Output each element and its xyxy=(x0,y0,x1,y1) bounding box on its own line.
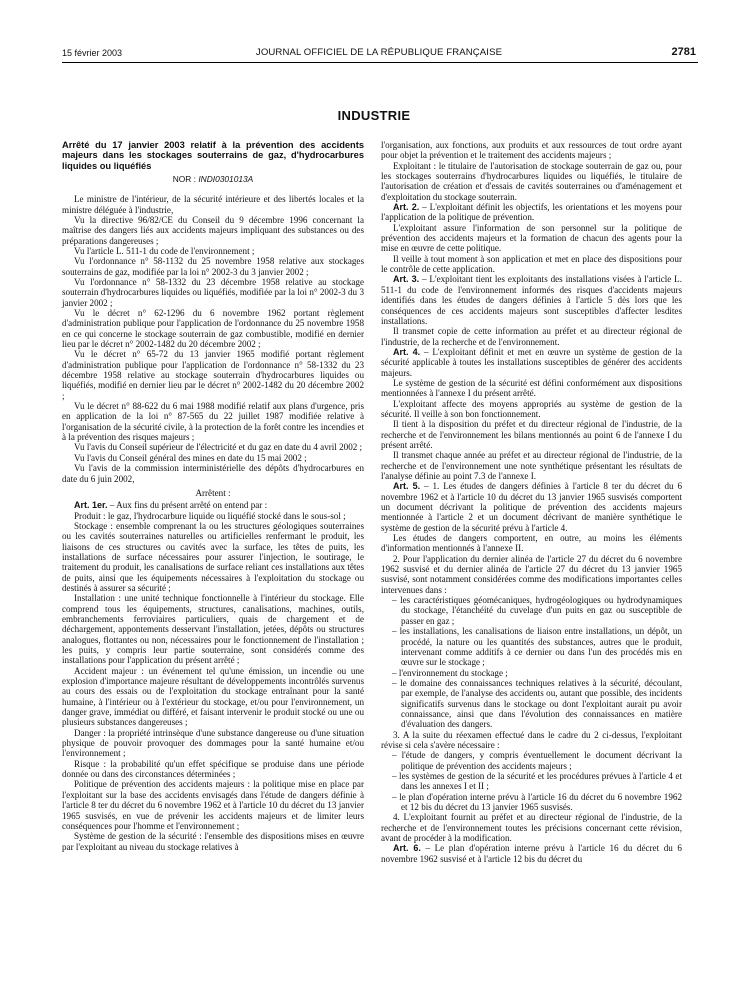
modifications-list xyxy=(381,595,682,729)
article-6: Art. 6. – Le plan d'opération interne prévu à l'article 16 du décret du 6 novembre 1962 susvisé et à l'article 12 bis du décret du xyxy=(381,843,682,864)
definition-politique: Politique de prévention des accidents majeurs : la politique mise en place par l'exploitant sur la base des accidents envisagés dans l'étude de dangers définie à l'article 8 ter du décret du 6 novembre 1962 et à l'article 10 du décret du 13 janvier 1965 susvisés, en vue de prévenir les accidents majeurs et de limiter leurs conséquences pour l'homme et l'environnement ; xyxy=(62,779,364,831)
paragraph: Vu l'avis du Conseil supérieur de l'électricité et du gaz en date du 4 avril 2002 ; xyxy=(74,442,363,453)
article-2: Art. 2. – L'exploitant définit les objectifs, les orientations et les moyens pour l'application de la politique de prévention. xyxy=(381,202,682,223)
paragraph: Vu l'avis du Conseil général des mines en date du 15 mai 2002 ; xyxy=(74,452,307,463)
list-item: – le domaine des connaissances techniques relatives à la sécurité, découlant, par exemple, de l'analyse des accidents ou, autant que possible, des incidents significatifs survenus dans le stockage ou dont l'exploitant aurait pu avoir connaissance, ainsi que dans l'évolution des connaissances en matière d'évaluation des dangers. xyxy=(401,678,682,730)
arretent-heading: Arrêtent : xyxy=(195,487,231,498)
paragraph: Vu l'article L. 511-1 du code de l'environnement ; xyxy=(74,245,255,256)
paragraph: Il transmet copie de cette information au préfet et au directeur régional de l'industrie, de la recherche et de l'environnement. xyxy=(381,326,682,347)
page-number: 2781 xyxy=(671,46,696,58)
article-label: Art. 4. xyxy=(393,346,421,357)
right-column xyxy=(381,140,682,864)
article-label: Art. 3. xyxy=(393,274,420,285)
definition-danger: Danger : la propriété intrinsèque d'une substance dangereuse ou d'une situation physique de pouvoir provoquer des dommages pour la santé humaine et/ou l'environnement ; xyxy=(62,727,364,759)
header-rule xyxy=(62,62,698,63)
definition-exploitant: Exploitant : le titulaire de l'autorisation de stockage souterrain de gaz ou, pour les stockages souterrains d'hydrocarbures liquides ou liquéfiés, le titulaire de l'autorisation de création et d'essais de cavités souterraines ou d'aménagement et d'exploitation du stockage souterrain. xyxy=(381,160,682,202)
paragraph: Vu le décret n° 88-622 du 6 mai 1988 modifié relatif aux plans d'urgence, pris en application de la loi n° 87-565 du 22 juillet 1987 modifiée relative à l'organisation de la sécurité civile, à la protection de la forêt contre les incendies et à la prévention des risques majeurs ; xyxy=(62,401,364,443)
paragraph: L'exploitant affecte des moyens appropriés au système de gestion de la sécurité. Il veille à son bon fonctionnement. xyxy=(381,398,682,419)
nor-reference xyxy=(62,174,364,184)
list-item: – l'environnement du stockage ; xyxy=(401,668,682,678)
list-item: – les systèmes de gestion de la sécurité et les procédures prévues à l'article 4 et dans les annexes I et II ; xyxy=(401,771,682,792)
definition-produit: Produit : le gaz, l'hydrocarbure liquide ou liquéfié stocké dans le sous-sol ; xyxy=(74,510,346,521)
definition-accident: Accident majeur : un événement tel qu'une émission, un incendie ou une explosion d'importance majeure résultant de développements incontrôlés survenus au cours des essais ou de l'exploitation du stockage entraînant pour la santé humaine, à l'intérieur ou à l'extérieur du stockage, et/ou pour l'environnement, un danger grave, immédiat ou différé, et faisant intervenir le produit stocké ou une ou plusieurs substances dangereuses ; xyxy=(62,665,364,728)
definition-risque: Risque : la probabilité qu'un effet spécifique se produise dans une période donnée ou dans des circonstances déterminées ; xyxy=(62,758,364,780)
article-label: Art. 6. xyxy=(393,843,421,854)
journal-title: JOURNAL OFFICIEL DE LA RÉPUBLIQUE FRANÇAISE xyxy=(255,47,503,58)
paragraph: Vu l'avis de la commission interministérielle des dépôts d'hydrocarbures en date du 6 juin 2002, xyxy=(62,463,364,484)
paragraph: Il transmet chaque année au préfet et au directeur régional de l'industrie, de la recherche et de l'environnement une note synthétique présentant les résultats de l'analyse définie au point 7.3 de l'annexe I. xyxy=(381,450,682,481)
list-item: – l'étude de dangers, y compris éventuellement le document décrivant la politique de prévention des accidents majeurs ; xyxy=(401,750,682,771)
article-label: Art. 5. xyxy=(393,481,421,492)
list-item: – les installations, les canalisations de liaison entre installations, un dépôt, un procédé, la nature ou les quantités des substances, autres que le produit, intervenant comme additifs à ce dernier ou dans l'un des procédés mis en œuvre sur le stockage ; xyxy=(401,626,682,667)
paragraph: Vu le décret n° 62-1296 du 6 novembre 1962 portant règlement d'administration publique pour l'application de l'ordonnance du 25 novembre 1958 en ce qui concerne le stockage souterrain de gaz combustible, modifié en dernier lieu par le décret n° 2002-1482 du 20 décembre 2002 ; xyxy=(62,308,364,350)
article-5: Art. 5. – 1. Les études de dangers définies à l'article 8 ter du décret du 6 novembre 1962 et à l'article 10 du décret du 13 janvier 1965 susvisés comportent un document décrivant la politique de prévention des accidents majeurs mentionnée à l'article 2 et un document décrivant de manière synthétique le système de gestion de la sécurité prévu à l'article 4. xyxy=(381,481,682,533)
section-title: INDUSTRIE xyxy=(337,108,411,123)
list-item: – les caractéristiques géomécaniques, hydrogéologiques ou hydrodynamiques du stockage, l'étanchéité du cuvelage d'un puits en gaz ou susceptible de passer en gaz ; xyxy=(401,595,682,626)
article-3: Art. 3. – L'exploitant tient les exploitants des installations visées à l'article L. 511-1 du code de l'environnement informés des risques d'accidents majeurs identifiés dans les études de dangers définies à l'article 5 dès lors que les conséquences de ces accidents majeurs sont susceptibles d'affecter lesdites installations. xyxy=(381,274,682,326)
paragraph: Le ministre de l'intérieur, de la sécurité intérieure et des libertés locales et la ministre déléguée à l'industrie, xyxy=(62,194,364,215)
list-item: – le plan d'opération interne prévu à l'article 16 du décret du 6 novembre 1962 et 12 bis du décret du 13 janvier 1965 susvisés. xyxy=(401,792,682,813)
paragraph: L'exploitant assure l'information de son personnel sur la politique de prévention des accidents majeurs et la formation de chacun des agents pour la mise en œuvre de cette politique. xyxy=(381,222,682,254)
article-label: Art. 1er. xyxy=(74,500,108,511)
left-column xyxy=(62,140,364,852)
paragraph: l'organisation, aux fonctions, aux produits et aux ressources de tout ordre ayant pour objet la prévention et le traitement des accidents majeurs ; xyxy=(381,140,682,161)
article-1: Art. 1er. – Aux fins du présent arrêté on entend par : xyxy=(74,500,268,511)
revision-list xyxy=(381,750,682,812)
paragraph: Il tient à la disposition du préfet et du directeur régional de l'industrie, de la recherche et de l'environnement les bilans mentionnés au point 6 de l'annexe I du présent arrêté. xyxy=(381,419,682,450)
nor-code: INDI0301013A xyxy=(198,173,254,184)
definition-stockage: Stockage : ensemble comprenant la ou les structures géologiques souterraines ou les cavités souterraines naturelles ou artificielles renfermant le produit, les liaisons de ces structures ou cavités avec la surface, les têtes de puits, les installations de surface nécessaires pour assurer l'injection, le soutirage, le traitement du produit, les canalisations de surface reliant ces installations aux têtes de puits, ainsi que les équipements nécessaires à l'exploitation du stockage ou destinés à assurer sa sécurité ; xyxy=(62,520,364,593)
definition-installation: Installation : une unité technique fonctionnelle à l'intérieur du stockage. Elle comprend tous les équipements, structures, canalisations, machines, outils, embranchements ferroviaires particuliers, quais de chargement et de déchargement, appontements desservant l'installation, jetées, dépôts ou structures analogues, flottantes ou non, nécessaires pour le fonctionnement de l'installation ; les puits, y compris leur partie souterraine, sont considérés comme des installations pour l'application du présent arrêté ; xyxy=(62,593,364,666)
paragraph: 2. Pour l'application du dernier alinéa de l'article 27 du décret du 6 novembre 1962 susvisé et du dernier alinéa de l'article 27 du décret du 13 janvier 1965 susvisé, sont notamment considérées comme des modifications importantes celles intervenues dans : xyxy=(381,553,682,595)
paragraph: Vu la directive 96/82/CE du Conseil du 9 décembre 1996 concernant la maîtrise des dangers liés aux accidents majeurs impliquant des substances ou des préparations dangereuses ; xyxy=(62,214,364,246)
paragraph: Les études de dangers comportent, en outre, au moins les éléments d'information mentionnés à l'annexe II. xyxy=(381,533,682,554)
paragraph: 4. L'exploitant fournit au préfet et au directeur régional de l'industrie, de la recherche et de l'environnement toutes les précisions concernant cette révision, avant de procéder à la modification. xyxy=(381,812,682,844)
definition-systeme: Système de gestion de la sécurité : l'ensemble des dispositions mises en œuvre par l'exploitant au niveau du stockage relatives à xyxy=(62,831,364,852)
header-date: 15 février 2003 xyxy=(62,48,123,58)
nor-label: NOR : xyxy=(172,173,196,184)
paragraph: Le système de gestion de la sécurité est défini conformément aux dispositions mentionnées à l'annexe I du présent arrêté. xyxy=(381,377,682,399)
arrete-title: Arrêté du 17 janvier 2003 relatif à la prévention des accidents majeurs dans les stockages souterrains de gaz, d'hydrocarbures liquides ou liquéfiés xyxy=(62,140,364,171)
paragraph: Vu l'ordonnance n° 58-1332 du 23 décembre 1958 relative au stockage souterrain d'hydrocarbures liquides ou liquéfiés, modifiée par la loi n° 2002-3 du 3 janvier 2002 ; xyxy=(62,276,364,308)
paragraph: 3. A la suite du réexamen effectué dans le cadre du 2 ci-dessus, l'exploitant révise si cela s'avère nécessaire : xyxy=(381,729,682,750)
page-header xyxy=(62,46,696,62)
paragraph: Vu l'ordonnance n° 58-1132 du 25 novembre 1958 relative aux stockages souterrains de gaz, modifiée par la loi n° 2002-3 du 3 janvier 2002 ; xyxy=(62,256,364,277)
article-4: Art. 4. – L'exploitant définit et met en œuvre un système de gestion de la sécurité applicable à toutes les installations susceptibles de générer des accidents majeurs. xyxy=(381,346,682,378)
paragraph: Vu le décret n° 65-72 du 13 janvier 1965 modifié portant règlement d'administration publique pour l'application de l'ordonnance n° 58-1332 du 23 décembre 1958 relative au stockage souterrain d'hydrocarbures liquides ou liquéfiés, modifié en dernier lieu par le décret n° 2002-1482 du 20 décembre 2002 ; xyxy=(62,349,364,401)
article-label: Art. 2. xyxy=(393,202,420,213)
paragraph: Il veille à tout moment à son application et met en place des dispositions pour le contrôle de cette application. xyxy=(381,253,682,275)
